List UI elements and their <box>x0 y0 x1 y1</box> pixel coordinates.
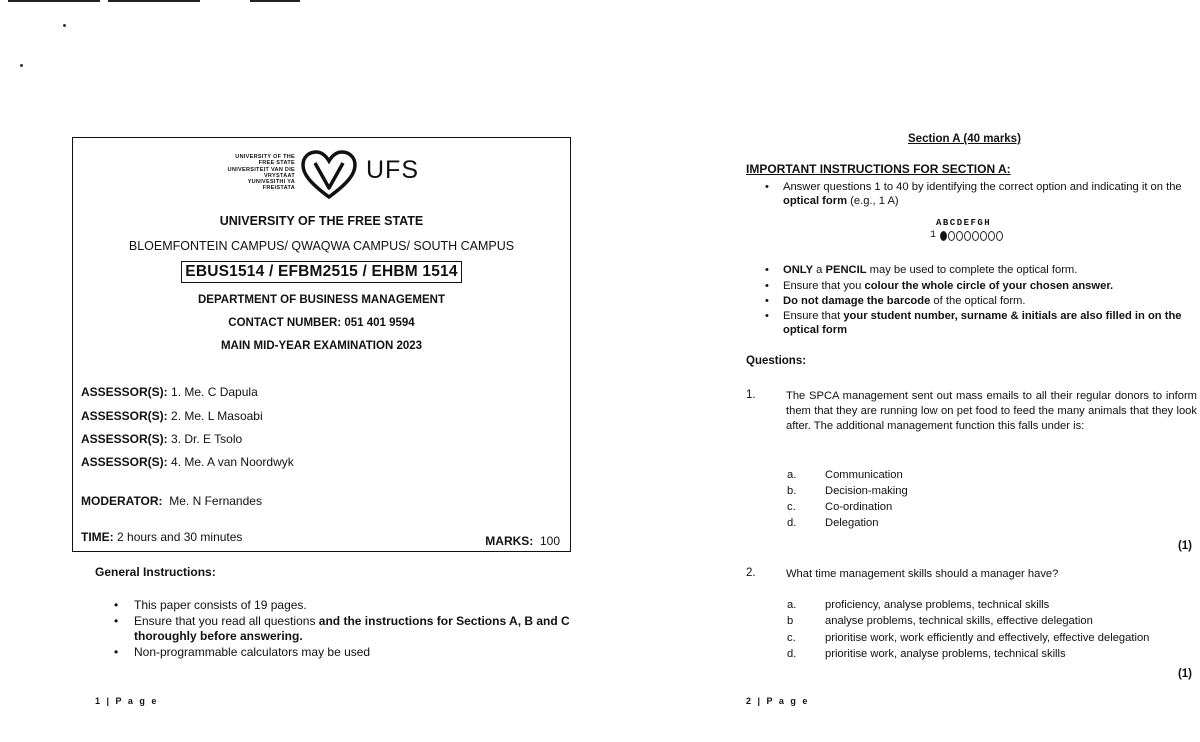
option-letter: a. <box>787 599 797 611</box>
option-text: prioritise work, analyse problems, technical skills <box>825 648 1066 660</box>
option-text: prioritise work, work efficiently and effectively, effective delegation <box>825 632 1150 644</box>
question-mark: (1) <box>1177 540 1192 552</box>
assessor-row: ASSESSOR(S): 1. Me. C Dapula <box>81 385 258 399</box>
option-text: proficiency, analyse problems, technical skills <box>825 599 1050 611</box>
optical-bubble <box>956 231 963 241</box>
moderator-row: MODERATOR: Me. N Fernandes <box>81 494 262 508</box>
option-letter: c. <box>787 632 796 644</box>
scan-line <box>250 0 300 2</box>
optical-number: 1 <box>930 230 937 241</box>
section-title: Section A (40 marks) <box>908 133 1021 145</box>
instruction-item: • Ensure that your student number, surname & initials are also filled in on the optical form <box>765 309 1197 337</box>
campuses: BLOEMFONTEIN CAMPUS/ QWAQWA CAMPUS/ SOUTH CAMPUS <box>128 239 515 253</box>
assessor-row: ASSESSOR(S): 2. Me. L Masoabi <box>81 409 263 423</box>
option-letter: d. <box>787 517 797 529</box>
question-number: 1. <box>746 389 756 401</box>
optical-form-example <box>930 218 1004 241</box>
list-item: • This paper consists of 19 pages. <box>114 598 574 613</box>
question-mark: (1) <box>1177 668 1192 680</box>
time-row: TIME: 2 hours and 30 minutes <box>81 530 243 544</box>
ufs-logo-text: UNIVERSITY OF THE FREE STATE UNIVERSITEIT VAN DIE VRYSTAAT YUNIVESITHI YA FREISTATA <box>227 154 295 192</box>
list-item: • Non-programmable calculators may be used <box>114 645 574 660</box>
ufs-logo-icon <box>300 150 358 200</box>
option-letter: a. <box>787 469 797 481</box>
optical-bubble <box>948 231 955 241</box>
general-instructions-title: General Instructions: <box>95 565 216 579</box>
module-codes: EBUS1514 / EFBM2515 / EHBM 1514 <box>181 261 461 283</box>
assessor-row: ASSESSOR(S): 3. Dr. E Tsolo <box>81 432 243 446</box>
option-letter: c. <box>787 501 796 513</box>
department: DEPARTMENT OF BUSINESS MANAGEMENT <box>197 294 446 306</box>
instruction-item: • ONLY a PENCIL may be used to complete the optical form. <box>765 263 1197 277</box>
university-name: UNIVERSITY OF THE FREE STATE <box>219 214 424 228</box>
exam-title: MAIN MID-YEAR EXAMINATION 2023 <box>220 340 423 352</box>
instruction-item: • Answer questions 1 to 40 by identifying the correct option and indicating it on the optical form (e.g., 1 A) <box>765 180 1197 208</box>
optical-bubble <box>940 231 947 241</box>
ufs-logo-name: UFS <box>366 156 419 184</box>
option-text: Communication <box>825 469 903 481</box>
option-text: Co-ordination <box>825 501 893 513</box>
instruction-item: • Do not damage the barcode of the optical form. <box>765 294 1197 308</box>
optical-bubble <box>996 231 1003 241</box>
cover-box <box>72 137 571 552</box>
page-footer: 1 | P a g e <box>95 696 159 706</box>
question-number: 2. <box>746 567 756 579</box>
option-text: Delegation <box>825 517 879 529</box>
contact-number: CONTACT NUMBER: 051 401 9594 <box>228 317 415 329</box>
scan-line <box>8 0 100 2</box>
option-letter: b. <box>787 485 797 497</box>
optical-bubble <box>964 231 971 241</box>
optical-bubble <box>988 231 995 241</box>
assessor-row: ASSESSOR(S): 4. Me. A van Noordwyk <box>81 455 294 469</box>
option-text: analyse problems, technical skills, effective delegation <box>825 615 1093 627</box>
option-letter: d. <box>787 648 797 660</box>
module-codes-wrap <box>73 261 570 283</box>
question-text: The SPCA management sent out mass emails to all their regular donors to inform them that they are running low on pet food to feed the many animals that they look after. The additional management function this falls under is: <box>786 390 1197 432</box>
instruction-item: • Ensure that you colour the whole circle of your chosen answer. <box>765 279 1197 293</box>
option-text: Decision-making <box>825 485 908 497</box>
list-item: • Ensure that you read all questions and the instructions for Sections A, B and C thoroughly before answering. <box>114 614 574 644</box>
optical-bubble <box>980 231 987 241</box>
optical-letters: ABCDEFGH <box>936 218 992 228</box>
important-instructions-title: IMPORTANT INSTRUCTIONS FOR SECTION A: <box>746 162 1011 176</box>
scan-line <box>108 0 200 2</box>
page-footer: 2 | P a g e <box>746 696 810 706</box>
marks-row: MARKS: 100 <box>485 534 560 548</box>
scan-dot <box>20 64 23 67</box>
questions-title: Questions: <box>746 355 807 367</box>
option-letter: b <box>787 615 794 627</box>
general-instructions-list <box>114 598 574 661</box>
optical-bubble <box>972 231 979 241</box>
scan-dot <box>63 24 66 27</box>
question-text: What time management skills should a manager have? <box>786 568 1059 580</box>
